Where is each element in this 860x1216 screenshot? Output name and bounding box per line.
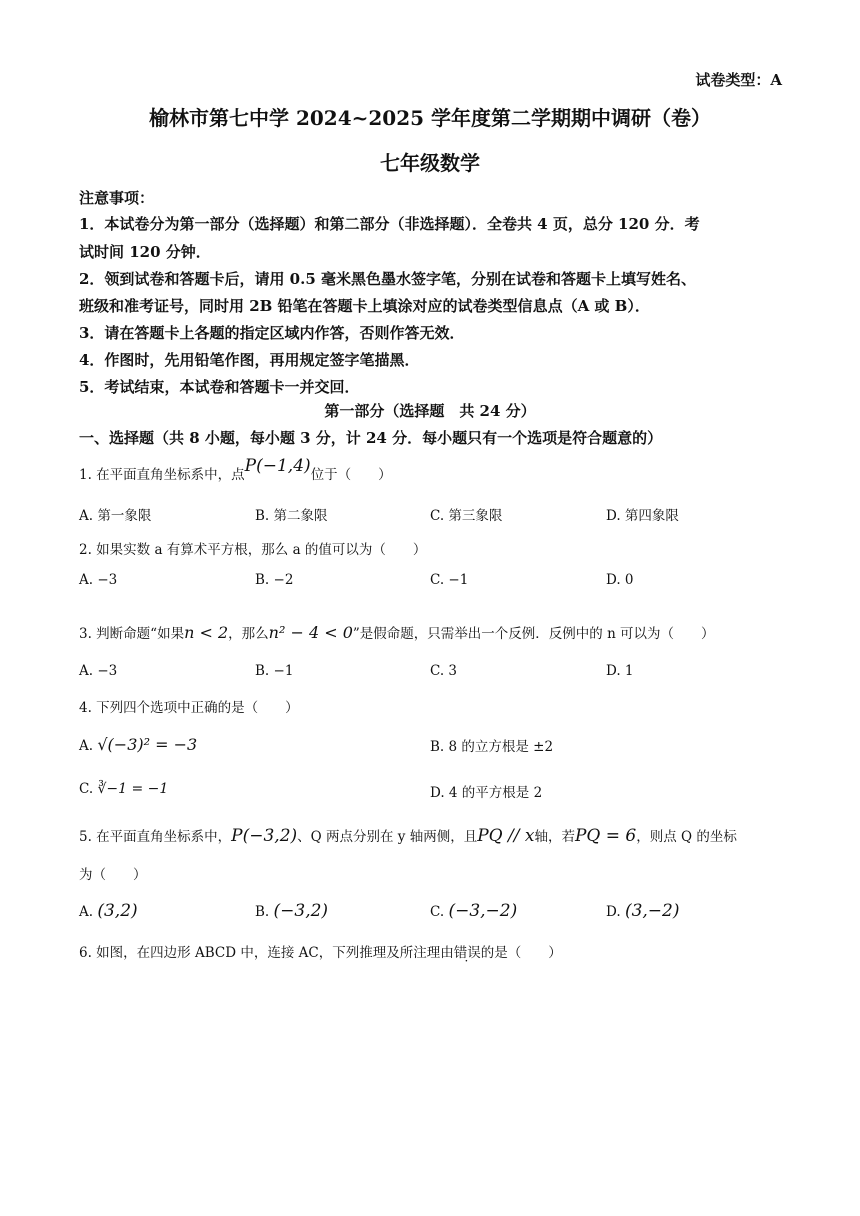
q5-text-post: ，则点 Q 的坐标 [636,829,737,845]
q5-option-d-math: (3,−2) [624,901,680,921]
q5-option-a-math: (3,2) [97,901,138,921]
q6-emphasis: 错误 [453,945,481,961]
q2-option-d[interactable]: D. 0 [606,572,634,588]
q3-option-a[interactable]: A. −3 [79,663,118,679]
q5-text-mid1: 、Q 两点分别在 y 轴两侧，且 [297,829,478,845]
question-1 [79,456,392,484]
q6-text-post: 的是（ ） [480,945,562,961]
question-5 [79,825,737,846]
note-line: 班级和准考证号，同时用 2B 铅笔在答题卡上填涂对应的试卷类型信息点（A 或 B）． [79,297,650,315]
q5-option-c[interactable] [430,901,517,921]
paper-type-label: 试卷类型：A [695,71,782,89]
section-title: 一、选择题（共 8 小题，每小题 3 分，计 24 分．每小题只有一个选项是符合题意的） [79,429,663,447]
q3-conclusion: n² − 4 < 0 [268,623,353,642]
question-6 [79,941,562,961]
q5-option-b[interactable] [255,901,328,921]
q3-option-d[interactable]: D. 1 [606,663,634,679]
note-line: 5．考试结束，本试卷和答题卡一并交回． [79,378,360,396]
q5-option-a-label: A. [79,904,94,920]
q1-point: P(−1,4) [244,456,311,476]
question-5-line2: 为（ ） [79,867,147,883]
q4-option-d[interactable]: D. 4 的平方根是 2 [430,785,543,801]
note-line: 1．本试卷分为第一部分（选择题）和第二部分（非选择题）．全卷共 4 页，总分 120 分．考 [79,215,700,233]
q4-option-b[interactable]: B. 8 的立方根是 ±2 [430,739,554,755]
exam-title: 榆林市第七中学 2024~2025 学年度第二学期期中调研（卷） [148,106,711,130]
q3-condition: n < 2 [184,623,229,642]
q2-option-a[interactable]: A. −3 [79,572,118,588]
q4-option-a-label: A. [79,738,94,754]
q1-option-c[interactable]: C. 第三象限 [430,508,503,524]
question-2: 2. 如果实数 a 有算术平方根，那么 a 的值可以为（ ） [79,542,427,558]
q5-option-c-math: (−3,−2) [448,901,518,921]
q3-option-b[interactable]: B. −1 [255,663,294,679]
q5-length: PQ = 6 [574,826,637,846]
q5-parallel: PQ // x [477,826,535,846]
q5-option-b-label: B. [255,904,270,920]
question-3 [79,622,715,642]
exam-subject: 七年级数学 [380,151,480,175]
q3-text-post: ”是假命题，只需举出一个反例．反例中的 n 可以为（ ） [352,626,715,642]
q3-text-mid: ，那么 [228,626,269,642]
q5-text-pre: 5. 在平面直角坐标系中， [79,829,232,845]
q4-option-c-label: C. [79,781,94,797]
note-line: 试时间 120 分钟． [79,243,211,261]
q5-text-mid2: 轴，若 [534,829,575,845]
q5-option-c-label: C. [430,904,445,920]
q5-option-d-label: D. [606,904,621,920]
note-line: 2．领到试卷和答题卡后，请用 0.5 毫米黑色墨水签字笔，分别在试卷和答题卡上填写姓名、 [79,270,696,288]
q3-text-pre: 3. 判断命题“如果 [79,626,185,642]
q6-text-pre: 6. 如图，在四边形 ABCD 中，连接 AC，下列推理及所注理由 [79,945,454,961]
q5-option-d[interactable] [606,901,679,921]
note-line: 4．作图时，先用铅笔作图，再用规定签字笔描黑． [79,351,420,369]
q3-option-c[interactable]: C. 3 [430,663,458,679]
question-4: 4. 下列四个选项中正确的是（ ） [79,700,299,716]
q4-option-c[interactable] [79,781,168,797]
q4-option-a-math: √(−3)² = −3 [97,735,198,754]
q5-option-a[interactable] [79,901,138,921]
notes-heading: 注意事项： [79,189,155,207]
q1-option-b[interactable]: B. 第二象限 [255,508,328,524]
q5-point-p: P(−3,2) [231,826,298,846]
part1-title: 第一部分（选择题 共 24 分） [324,402,536,420]
q5-option-b-math: (−3,2) [273,901,329,921]
q1-text-post: 位于（ ） [310,467,392,483]
q1-option-a[interactable]: A. 第一象限 [79,508,152,524]
q4-option-a[interactable] [79,735,197,754]
q2-option-b[interactable]: B. −2 [255,572,294,588]
q4-option-c-math: ∛−1 = −1 [97,781,169,797]
q2-option-c[interactable]: C. −1 [430,572,469,588]
q1-text-pre: 1. 在平面直角坐标系中，点 [79,467,245,483]
note-line: 3．请在答题卡上各题的指定区域内作答，否则作答无效． [79,324,465,342]
q1-option-d[interactable]: D. 第四象限 [606,508,679,524]
